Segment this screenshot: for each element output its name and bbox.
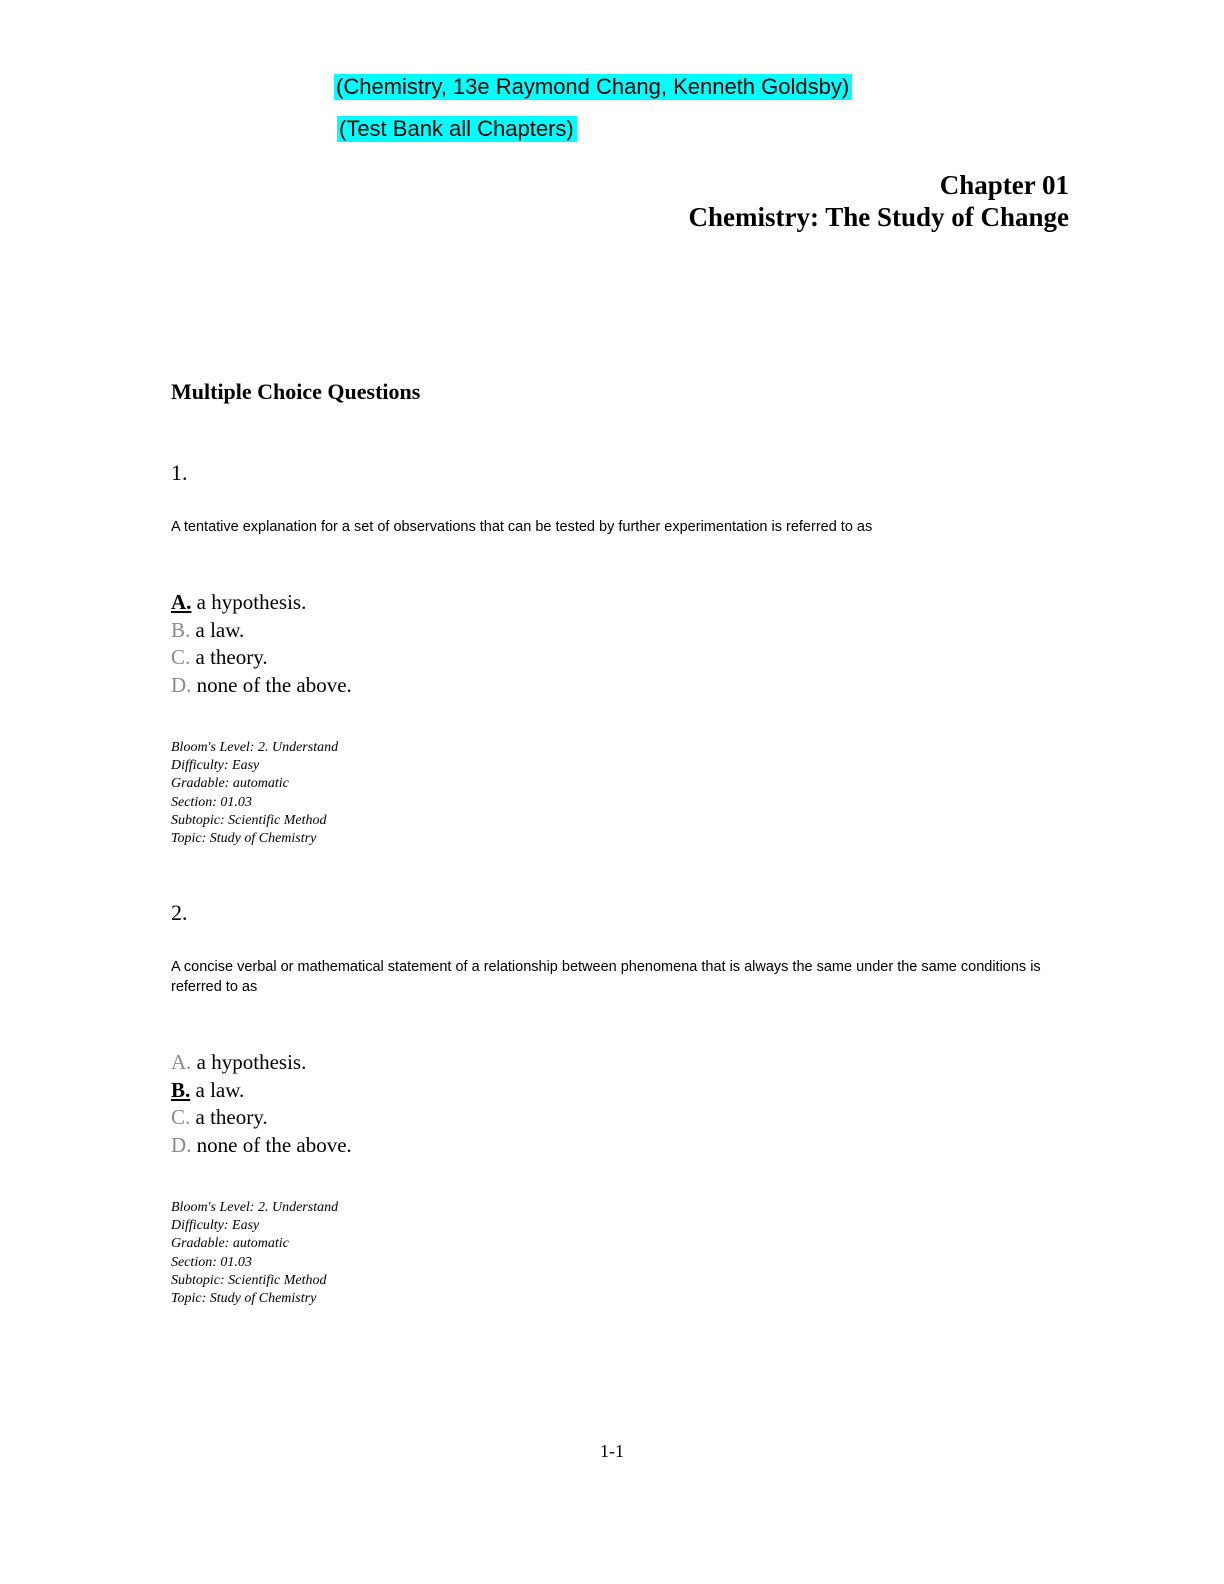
question-2-choice-b <box>171 1077 352 1105</box>
page-number: 1-1 <box>600 1441 624 1461</box>
question-2-choices <box>171 1049 352 1159</box>
choice-text: none of the above. <box>196 672 352 697</box>
choice-letter: B. <box>171 617 191 642</box>
question-2-text: A concise verbal or mathematical statement of a relationship between phenomena that is always the same under the same conditions is referred to as <box>171 959 1041 995</box>
choice-letter: A. <box>171 590 192 614</box>
choice-letter: A. <box>171 1050 192 1074</box>
choice-text: a hypothesis. <box>196 1050 307 1074</box>
gradable: Gradable: automatic <box>171 776 289 792</box>
subtopic: Subtopic: Scientific Method <box>171 812 327 828</box>
question-1-text: A tentative explanation for a set of observations that can be tested by further experimentation is referred to as <box>171 519 873 535</box>
question-1-choice-a <box>171 589 352 617</box>
question-1-number: 1. <box>171 460 188 485</box>
test-bank-highlight: (Test Bank all Chapters) <box>337 116 577 142</box>
choice-letter: B. <box>171 1077 191 1102</box>
topic: Topic: Study of Chemistry <box>171 1291 317 1307</box>
question-2-choice-a <box>171 1049 352 1077</box>
choice-letter: C. <box>171 645 191 669</box>
topic: Topic: Study of Chemistry <box>171 831 317 847</box>
blooms-level: Bloom's Level: 2. Understand <box>171 1200 339 1215</box>
choice-letter: D. <box>171 672 192 697</box>
section: Section: 01.03 <box>171 794 252 810</box>
section-heading: Multiple Choice Questions <box>171 379 421 404</box>
question-1-choices <box>171 589 352 699</box>
choice-text: a theory. <box>195 1105 268 1129</box>
question-1-choice-c <box>171 644 352 672</box>
question-2-number: 2. <box>171 900 188 925</box>
subtopic: Subtopic: Scientific Method <box>171 1272 327 1288</box>
choice-text: a law. <box>195 1077 245 1102</box>
question-2-choice-c <box>171 1104 352 1132</box>
question-1-choice-d <box>171 672 352 700</box>
question-1-choice-b <box>171 617 352 645</box>
gradable: Gradable: automatic <box>171 1236 289 1252</box>
book-title-highlight: (Chemistry, 13e Raymond Chang, Kenneth Goldsby) <box>334 74 852 100</box>
choice-letter: C. <box>171 1105 191 1129</box>
section: Section: 01.03 <box>171 1254 252 1270</box>
difficulty: Difficulty: Easy <box>171 1218 260 1234</box>
question-1-metadata <box>171 739 338 848</box>
blooms-level: Bloom's Level: 2. Understand <box>171 740 339 755</box>
difficulty: Difficulty: Easy <box>171 758 260 774</box>
choice-letter: D. <box>171 1132 192 1157</box>
chapter-title: Chemistry: The Study of Change <box>688 202 1069 232</box>
question-2-metadata <box>171 1199 338 1308</box>
question-2-choice-d <box>171 1132 352 1160</box>
chapter-number: Chapter 01 <box>939 170 1069 200</box>
choice-text: a theory. <box>195 645 268 669</box>
choice-text: a law. <box>195 617 245 642</box>
choice-text: a hypothesis. <box>196 590 307 614</box>
choice-text: none of the above. <box>196 1132 352 1157</box>
